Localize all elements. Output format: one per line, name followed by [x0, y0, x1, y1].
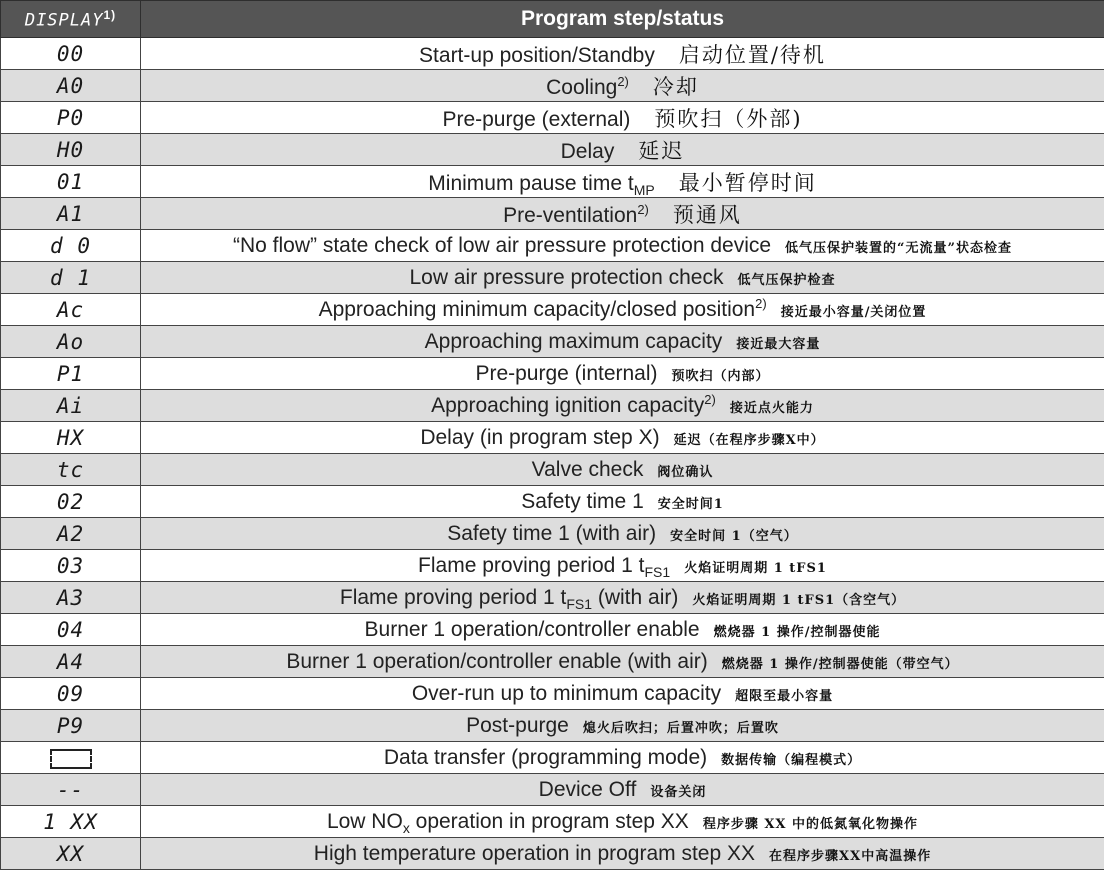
step-text: Post-purge [466, 713, 569, 737]
header-display-label: DISPLAY [24, 10, 104, 31]
chinese-translation: 阀位确认 [657, 464, 714, 480]
step-subscript: FS1 [644, 563, 671, 580]
program-step-cell [141, 550, 1104, 582]
program-step-cell [141, 774, 1104, 806]
table-row [1, 422, 1104, 454]
step-text: Pre-ventilation [503, 203, 638, 227]
display-code: 03 [1, 550, 141, 582]
table-row [1, 70, 1104, 102]
footnote-marker: 2) [755, 295, 767, 311]
step-text: Pre-purge (external) [442, 107, 631, 131]
chinese-translation: 安全时间1 [657, 496, 724, 512]
chinese-translation: 接近点火能力 [729, 400, 814, 416]
step-text: Low air pressure protection check [409, 265, 724, 289]
step-text-suffix: operation in program step XX [409, 809, 689, 833]
display-code: Ai [1, 390, 141, 422]
header-program-step: Program step/status [141, 1, 1104, 38]
table-header-row [1, 1, 1104, 38]
program-step-cell [141, 486, 1104, 518]
chinese-translation: 数据传输（编程模式） [721, 752, 862, 768]
display-code: XX [1, 838, 141, 870]
footnote-marker: 2) [637, 201, 649, 217]
table-row [1, 166, 1104, 198]
step-text: Approaching minimum capacity/closed position [318, 297, 756, 321]
program-step-cell [141, 838, 1104, 870]
display-code: HX [1, 422, 141, 454]
display-code: A3 [1, 582, 141, 614]
program-step-cell [141, 70, 1104, 102]
table-row [1, 38, 1104, 70]
program-step-cell [141, 134, 1104, 166]
step-text: Approaching maximum capacity [424, 329, 723, 353]
display-code: A2 [1, 518, 141, 550]
display-code: A0 [1, 70, 141, 102]
display-code: P0 [1, 102, 141, 134]
display-code: tc [1, 454, 141, 486]
display-code: A1 [1, 198, 141, 230]
table-row [1, 582, 1104, 614]
step-text: Over-run up to minimum capacity [411, 681, 722, 705]
program-step-cell [141, 390, 1104, 422]
programming-mode-box-icon [50, 749, 92, 769]
header-display-footnote: 1) [103, 7, 117, 22]
chinese-translation: 接近最大容量 [736, 336, 821, 352]
chinese-translation: 预吹扫（内部） [671, 368, 770, 384]
chinese-translation: 熄火后吹扫；后置冲吹；后置吹 [582, 720, 779, 736]
chinese-translation: 在程序步骤XX中高温操作 [769, 848, 932, 864]
table-row [1, 806, 1104, 838]
table-row [1, 646, 1104, 678]
program-step-cell [141, 198, 1104, 230]
step-text: Approaching ignition capacity [431, 393, 705, 417]
table-row [1, 198, 1104, 230]
chinese-translation: 超限至最小容量 [735, 688, 834, 704]
display-code: 1 XX [1, 806, 141, 838]
table-row [1, 262, 1104, 294]
table-row [1, 550, 1104, 582]
program-step-cell [141, 326, 1104, 358]
step-text: Burner 1 operation/controller enable [364, 617, 700, 641]
chinese-translation: 低气压保护装置的“无流量”状态检查 [785, 240, 1013, 256]
program-step-cell [141, 742, 1104, 774]
step-text: Low NO [326, 809, 403, 833]
program-step-cell [141, 646, 1104, 678]
step-text: Minimum pause time t [428, 171, 634, 195]
program-step-cell [141, 678, 1104, 710]
step-text: Safety time 1 [521, 489, 644, 513]
chinese-translation: 设备关闭 [650, 784, 707, 800]
program-step-cell [141, 806, 1104, 838]
program-step-cell [141, 294, 1104, 326]
step-text: High temperature operation in program step XX [313, 841, 756, 865]
display-code: H0 [1, 134, 141, 166]
display-code: 01 [1, 166, 141, 198]
program-step-cell [141, 454, 1104, 486]
table-row [1, 742, 1104, 774]
program-step-cell [141, 262, 1104, 294]
step-subscript: x [402, 819, 410, 836]
table-row [1, 326, 1104, 358]
program-step-cell [141, 102, 1104, 134]
table-row [1, 358, 1104, 390]
chinese-translation: 最小暂停时间 [678, 170, 817, 195]
step-text: Flame proving period 1 t [339, 585, 567, 609]
step-text: Delay [560, 139, 615, 163]
program-step-cell [141, 710, 1104, 742]
display-code: 00 [1, 38, 141, 70]
step-text: Valve check [531, 457, 644, 481]
chinese-translation: 接近最小容量/关闭位置 [780, 304, 927, 320]
display-code: Ac [1, 294, 141, 326]
table-row [1, 230, 1104, 262]
table-row [1, 102, 1104, 134]
step-text: Cooling [546, 75, 618, 99]
display-code: -- [1, 774, 141, 806]
step-text: Start-up position/Standby [419, 43, 655, 67]
display-code: d 0 [1, 230, 141, 262]
step-subscript: MP [633, 181, 655, 198]
program-step-cell [141, 614, 1104, 646]
table-row [1, 614, 1104, 646]
step-subscript: FS1 [566, 595, 593, 612]
chinese-translation: 低气压保护检查 [737, 272, 836, 288]
table-body [1, 38, 1104, 870]
chinese-translation: 燃烧器 1 操作/控制器使能 [713, 624, 881, 640]
display-code: P1 [1, 358, 141, 390]
display-code: Ao [1, 326, 141, 358]
table-row [1, 678, 1104, 710]
step-text: Burner 1 operation/controller enable (with air) [286, 649, 708, 673]
chinese-translation: 火焰证明周期 1 tFS1（含空气） [692, 592, 906, 608]
header-display [1, 1, 141, 38]
table-row [1, 710, 1104, 742]
chinese-translation: 预吹扫（外部) [654, 106, 803, 131]
program-step-cell [141, 582, 1104, 614]
step-text: Flame proving period 1 t [418, 553, 645, 577]
program-step-cell [141, 230, 1104, 262]
step-text: Data transfer (programming mode) [383, 745, 708, 769]
program-step-cell [141, 518, 1104, 550]
display-code: 02 [1, 486, 141, 518]
display-code: 04 [1, 614, 141, 646]
footnote-marker: 2) [704, 391, 716, 407]
chinese-translation: 燃烧器 1 操作/控制器使能（带空气） [721, 656, 959, 672]
table-row [1, 454, 1104, 486]
step-text: Safety time 1 (with air) [447, 521, 657, 545]
display-code: 09 [1, 678, 141, 710]
footnote-marker: 2) [617, 73, 629, 89]
chinese-translation: 火焰证明周期 1 tFS1 [684, 560, 827, 576]
program-step-cell [141, 166, 1104, 198]
display-code: A4 [1, 646, 141, 678]
program-step-cell [141, 422, 1104, 454]
step-text: Pre-purge (internal) [475, 361, 658, 385]
chinese-translation: 预通风 [672, 202, 742, 227]
chinese-translation: 延迟 [638, 138, 685, 163]
step-text: Delay (in program step X) [420, 425, 660, 449]
program-step-cell [141, 358, 1104, 390]
chinese-translation: 程序步骤 XX 中的低氮氧化物操作 [702, 816, 919, 832]
chinese-translation: 冷却 [652, 74, 699, 99]
table-row [1, 390, 1104, 422]
step-text: “No flow” state check of low air pressure protection device [232, 233, 772, 257]
table-row [1, 486, 1104, 518]
step-text: Device Off [538, 777, 637, 801]
display-code: d 1 [1, 262, 141, 294]
program-step-cell [141, 38, 1104, 70]
chinese-translation: 安全时间 1（空气） [670, 528, 798, 544]
chinese-translation: 延迟（在程序步骤X中） [673, 432, 825, 448]
step-text-suffix: (with air) [592, 585, 679, 609]
table-row [1, 294, 1104, 326]
display-code: P9 [1, 710, 141, 742]
table-row [1, 134, 1104, 166]
table-row [1, 838, 1104, 870]
chinese-translation: 启动位置/待机 [678, 42, 826, 67]
display-code [1, 742, 141, 774]
table-row [1, 774, 1104, 806]
table-row [1, 518, 1104, 550]
